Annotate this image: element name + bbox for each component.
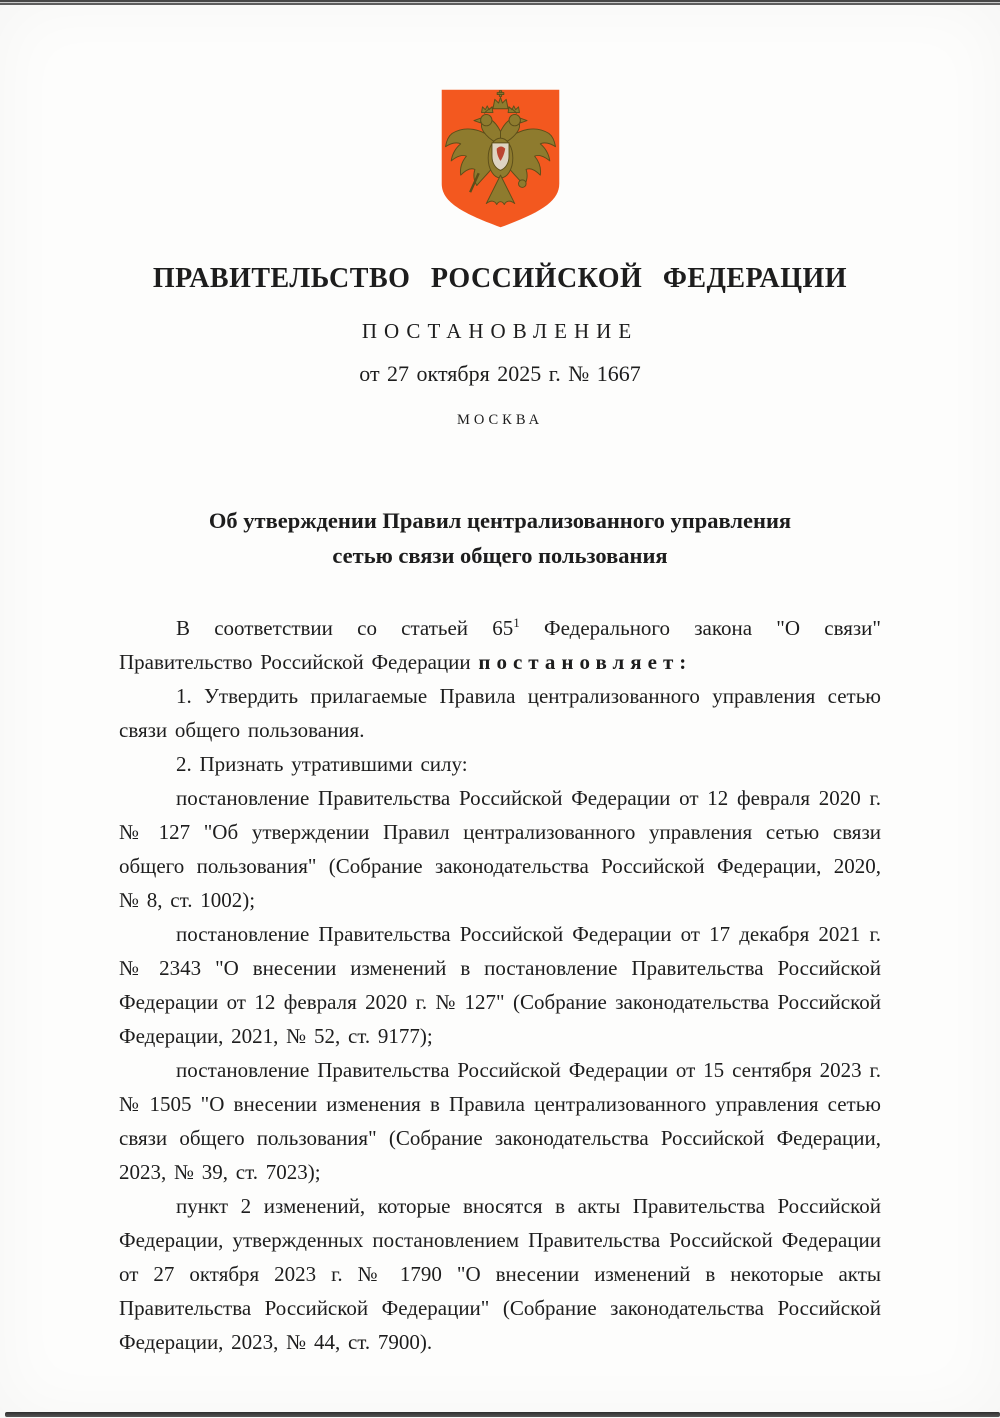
paragraph-item-2: 2. Признать утратившими силу: <box>176 752 468 776</box>
article-superscript: 1 <box>513 615 520 630</box>
coat-of-arms-graphic <box>434 86 567 232</box>
paragraph-repealed-act-1: постановление Правительства Российской Федерации от 12 февраля 2020 г. № 127 "Об утверждении Правил централизованного управления сетью связи общего пользования" (Собрание законодательства Российской Федерации, 2020, № 8, ст. 1002); <box>119 786 881 912</box>
decree-verb-emphasis: постановляет: <box>478 650 693 674</box>
paragraph-preamble <box>119 611 881 679</box>
preamble-text-continued: Федерального закона "О связи" Правительство Российской Федерации <box>119 616 881 674</box>
scan-edge-top <box>0 0 1000 6</box>
russian-coat-of-arms-icon <box>434 86 567 237</box>
city-label: МОСКВА <box>456 412 544 428</box>
paragraph-repealed-act-2: постановление Правительства Российской Федерации от 17 декабря 2021 г. № 2343 "О внесении изменений в постановление Правительства Российской Федерации от 12 февраля 2020 г. № 127" (Собрание законодательства Российской Федерации, 2021, № 52, ст. 9177); <box>119 922 881 1048</box>
paragraph-repealed-act-4: пункт 2 изменений, которые вносятся в акты Правительства Российской Федерации, утвержденных постановлением Правительства Российской Федерации от 27 октября 2023 г. № 1790 "О внесении изменений в некоторые акты Правительства Российской Федерации" (Собрание законодательства Российской Федерации, 2023, № 44, ст. 7900). <box>119 1194 881 1354</box>
paragraph-item-1: 1. Утвердить прилагаемые Правила централизованного управления сетью связи общего пользования. <box>119 684 881 742</box>
preamble-text: В соответствии со статьей 65 <box>176 616 514 640</box>
document-type-label: ПОСТАНОВЛЕНИЕ <box>361 319 639 343</box>
issuing-authority: ПРАВИТЕЛЬСТВО РОССИЙСКОЙ ФЕДЕРАЦИИ <box>152 263 848 294</box>
paragraph-repealed-act-3: постановление Правительства Российской Федерации от 15 сентября 2023 г. № 1505 "О внесении изменения в Правила централизованного управления сетью связи общего пользования" (Собрание законодательства Российской Федерации, 2023, № 39, ст. 7023); <box>119 1058 881 1184</box>
document-body <box>119 611 881 1359</box>
document-title <box>150 503 850 573</box>
scan-edge-bottom <box>5 1412 1000 1417</box>
title-line-1: Об утверждении Правил централизованного управления <box>208 508 792 533</box>
title-line-2: сетью связи общего пользования <box>332 543 668 568</box>
date-and-number: от 27 октября 2025 г. № 1667 <box>359 361 641 386</box>
